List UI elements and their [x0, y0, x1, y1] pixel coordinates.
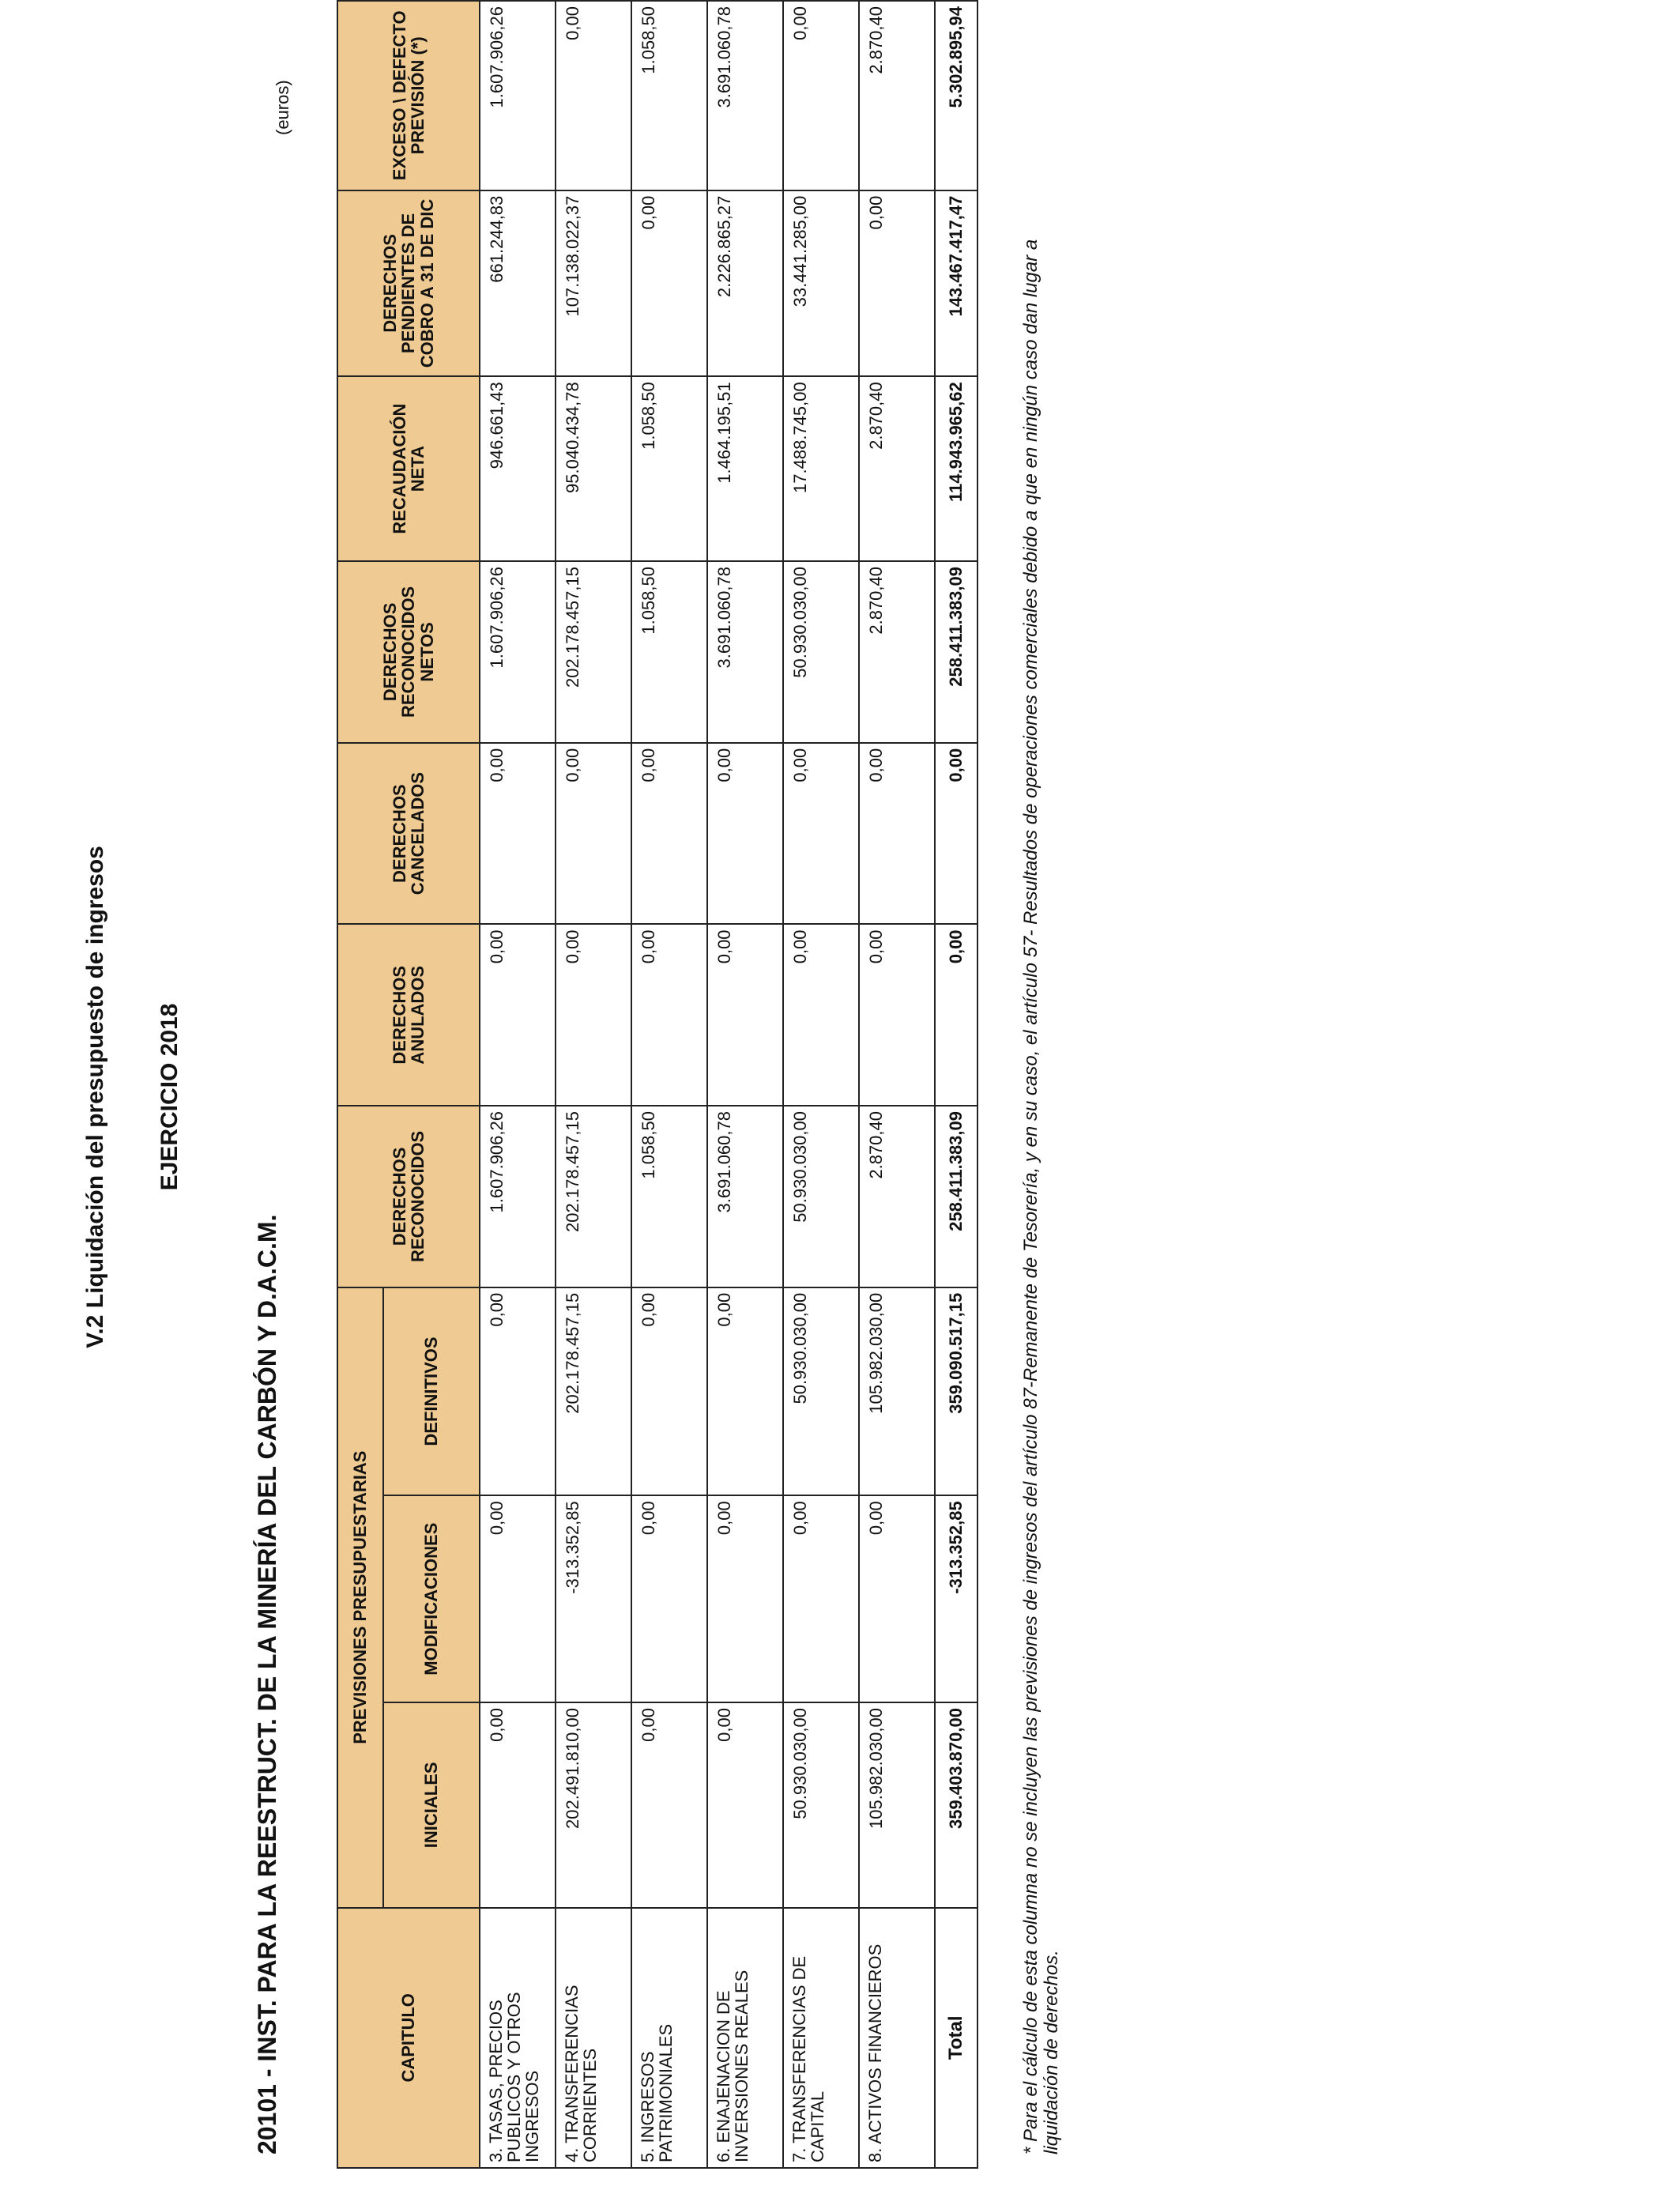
- row-capitulo: 5. INGRESOS PATRIMONIALES: [631, 1908, 707, 2168]
- row-iniciales: 0,00: [480, 1702, 556, 1908]
- total-definitivos: 359.090.517,15: [935, 1287, 977, 1496]
- row-modificaciones: 0,00: [480, 1495, 556, 1702]
- row-cancelados: 0,00: [707, 743, 783, 925]
- row-exceso: 0,00: [783, 1, 859, 190]
- table-row: [859, 1, 935, 2168]
- row-reconocidos: 3.691.060,78: [707, 1106, 783, 1287]
- row-definitivos: 202.178.457,15: [556, 1287, 631, 1496]
- row-iniciales: 50.930.030,00: [783, 1702, 859, 1908]
- row-recaudacion: 946.661,43: [480, 376, 556, 561]
- row-exceso: 2.870,40: [859, 1, 935, 190]
- row-capitulo: 4. TRANSFERENCIAS CORRIENTES: [556, 1908, 631, 2168]
- row-pendientes: 33.441.285,00: [783, 190, 859, 377]
- row-capitulo: 8. ACTIVOS FINANCIEROS: [859, 1908, 935, 2168]
- header-modificaciones: MODIFICACIONES: [383, 1495, 480, 1702]
- row-recaudacion: 95.040.434,78: [556, 376, 631, 561]
- row-netos: 3.691.060,78: [707, 561, 783, 743]
- total-pendientes: 143.467.417,47: [935, 190, 977, 377]
- row-reconocidos: 1.058,50: [631, 1106, 707, 1287]
- row-pendientes: 661.244,83: [480, 190, 556, 377]
- row-modificaciones: 0,00: [859, 1495, 935, 1702]
- row-iniciales: 0,00: [707, 1702, 783, 1908]
- table-row: [783, 1, 859, 2168]
- row-definitivos: 50.930.030,00: [783, 1287, 859, 1496]
- header-exceso-defecto: EXCESO \ DEFECTO PREVISIÓN (*): [337, 1, 480, 190]
- row-capitulo: 7. TRANSFERENCIAS DE CAPITAL: [783, 1908, 859, 2168]
- fiscal-year: EJERCICIO 2018: [156, 1003, 183, 1191]
- row-recaudacion: 17.488.745,00: [783, 376, 859, 561]
- row-definitivos: 0,00: [480, 1287, 556, 1496]
- header-derechos-reconocidos: DERECHOS RECONOCIDOS: [337, 1106, 480, 1287]
- total-anulados: 0,00: [935, 924, 977, 1106]
- row-cancelados: 0,00: [859, 743, 935, 925]
- row-exceso: 3.691.060,78: [707, 1, 783, 190]
- header-derechos-anulados: DERECHOS ANULADOS: [337, 924, 480, 1106]
- table-row: [556, 1, 631, 2168]
- table-row: [707, 1, 783, 2168]
- header-definitivos: DEFINITIVOS: [383, 1287, 480, 1496]
- total-row: [935, 1, 977, 2168]
- row-recaudacion: 1.058,50: [631, 376, 707, 561]
- header-derechos-pendientes: DERECHOS PENDIENTES DE COBRO A 31 DE DIC: [337, 190, 480, 377]
- row-cancelados: 0,00: [556, 743, 631, 925]
- header-derechos-cancelados: DERECHOS CANCELADOS: [337, 743, 480, 925]
- row-reconocidos: 1.607.906,26: [480, 1106, 556, 1287]
- row-anulados: 0,00: [556, 924, 631, 1106]
- table-row: [631, 1, 707, 2168]
- total-exceso: 5.302.895,94: [935, 1, 977, 190]
- currency-unit: (euros): [273, 80, 292, 135]
- row-exceso: 1.607.906,26: [480, 1, 556, 190]
- row-modificaciones: 0,00: [631, 1495, 707, 1702]
- total-netos: 258.411.383,09: [935, 561, 977, 743]
- row-exceso: 1.058,50: [631, 1, 707, 190]
- row-netos: 1.058,50: [631, 561, 707, 743]
- row-iniciales: 0,00: [631, 1702, 707, 1908]
- row-reconocidos: 202.178.457,15: [556, 1106, 631, 1287]
- header-previsiones: PREVISIONES PRESUPUESTARIAS: [337, 1287, 383, 1908]
- footnote: * Para el cálculo de esta columna no se incluyen las previsiones de ingresos del artículo 87-Remanente de Tesorería, y en su caso, el artículo 57- Resultados de operaciones comerciales debido a que en ningún caso dan lugar a liquidación de derechos.: [1020, 239, 1063, 2154]
- row-netos: 1.607.906,26: [480, 561, 556, 743]
- row-modificaciones: -313.352,85: [556, 1495, 631, 1702]
- row-modificaciones: 0,00: [783, 1495, 859, 1702]
- row-definitivos: 0,00: [707, 1287, 783, 1496]
- row-capitulo: 6. ENAJENACION DE INVERSIONES REALES: [707, 1908, 783, 2168]
- budget-table: [337, 0, 978, 2169]
- row-anulados: 0,00: [631, 924, 707, 1106]
- row-reconocidos: 2.870,40: [859, 1106, 935, 1287]
- row-definitivos: 105.982.030,00: [859, 1287, 935, 1496]
- row-cancelados: 0,00: [783, 743, 859, 925]
- header-iniciales: INICIALES: [383, 1702, 480, 1908]
- total-iniciales: 359.403.870,00: [935, 1702, 977, 1908]
- row-anulados: 0,00: [707, 924, 783, 1106]
- report-title: V.2 Liquidación del presupuesto de ingresos: [82, 846, 108, 1348]
- row-definitivos: 0,00: [631, 1287, 707, 1496]
- header-capitulo: CAPITULO: [337, 1908, 480, 2168]
- row-netos: 2.870,40: [859, 561, 935, 743]
- row-exceso: 0,00: [556, 1, 631, 190]
- row-pendientes: 2.226.865,27: [707, 190, 783, 377]
- row-anulados: 0,00: [480, 924, 556, 1106]
- row-recaudacion: 2.870,40: [859, 376, 935, 561]
- row-reconocidos: 50.930.030,00: [783, 1106, 859, 1287]
- row-modificaciones: 0,00: [707, 1495, 783, 1702]
- row-cancelados: 0,00: [631, 743, 707, 925]
- row-anulados: 0,00: [859, 924, 935, 1106]
- entity-name: 20101 - INST. PARA LA REESTRUCT. DE LA MINERÍA DEL CARBÓN Y D.A.C.M.: [253, 1214, 281, 2154]
- total-cancelados: 0,00: [935, 743, 977, 925]
- table-row: [480, 1, 556, 2168]
- row-cancelados: 0,00: [480, 743, 556, 925]
- row-netos: 202.178.457,15: [556, 561, 631, 743]
- total-modificaciones: -313.352,85: [935, 1495, 977, 1702]
- total-recaudacion: 114.943.965,62: [935, 376, 977, 561]
- row-pendientes: 0,00: [859, 190, 935, 377]
- row-pendientes: 0,00: [631, 190, 707, 377]
- total-reconocidos: 258.411.383,09: [935, 1106, 977, 1287]
- header-derechos-reconocidos-netos: DERECHOS RECONOCIDOS NETOS: [337, 561, 480, 743]
- row-pendientes: 107.138.022,37: [556, 190, 631, 377]
- row-recaudacion: 1.464.195,51: [707, 376, 783, 561]
- row-netos: 50.930.030,00: [783, 561, 859, 743]
- row-capitulo: 3. TASAS, PRECIOS PUBLICOS Y OTROS INGRESOS: [480, 1908, 556, 2168]
- total-label: Total: [935, 1908, 977, 2168]
- header-recaudacion-neta: RECAUDACIÓN NETA: [337, 376, 480, 561]
- row-anulados: 0,00: [783, 924, 859, 1106]
- row-iniciales: 105.982.030,00: [859, 1702, 935, 1908]
- row-iniciales: 202.491.810,00: [556, 1702, 631, 1908]
